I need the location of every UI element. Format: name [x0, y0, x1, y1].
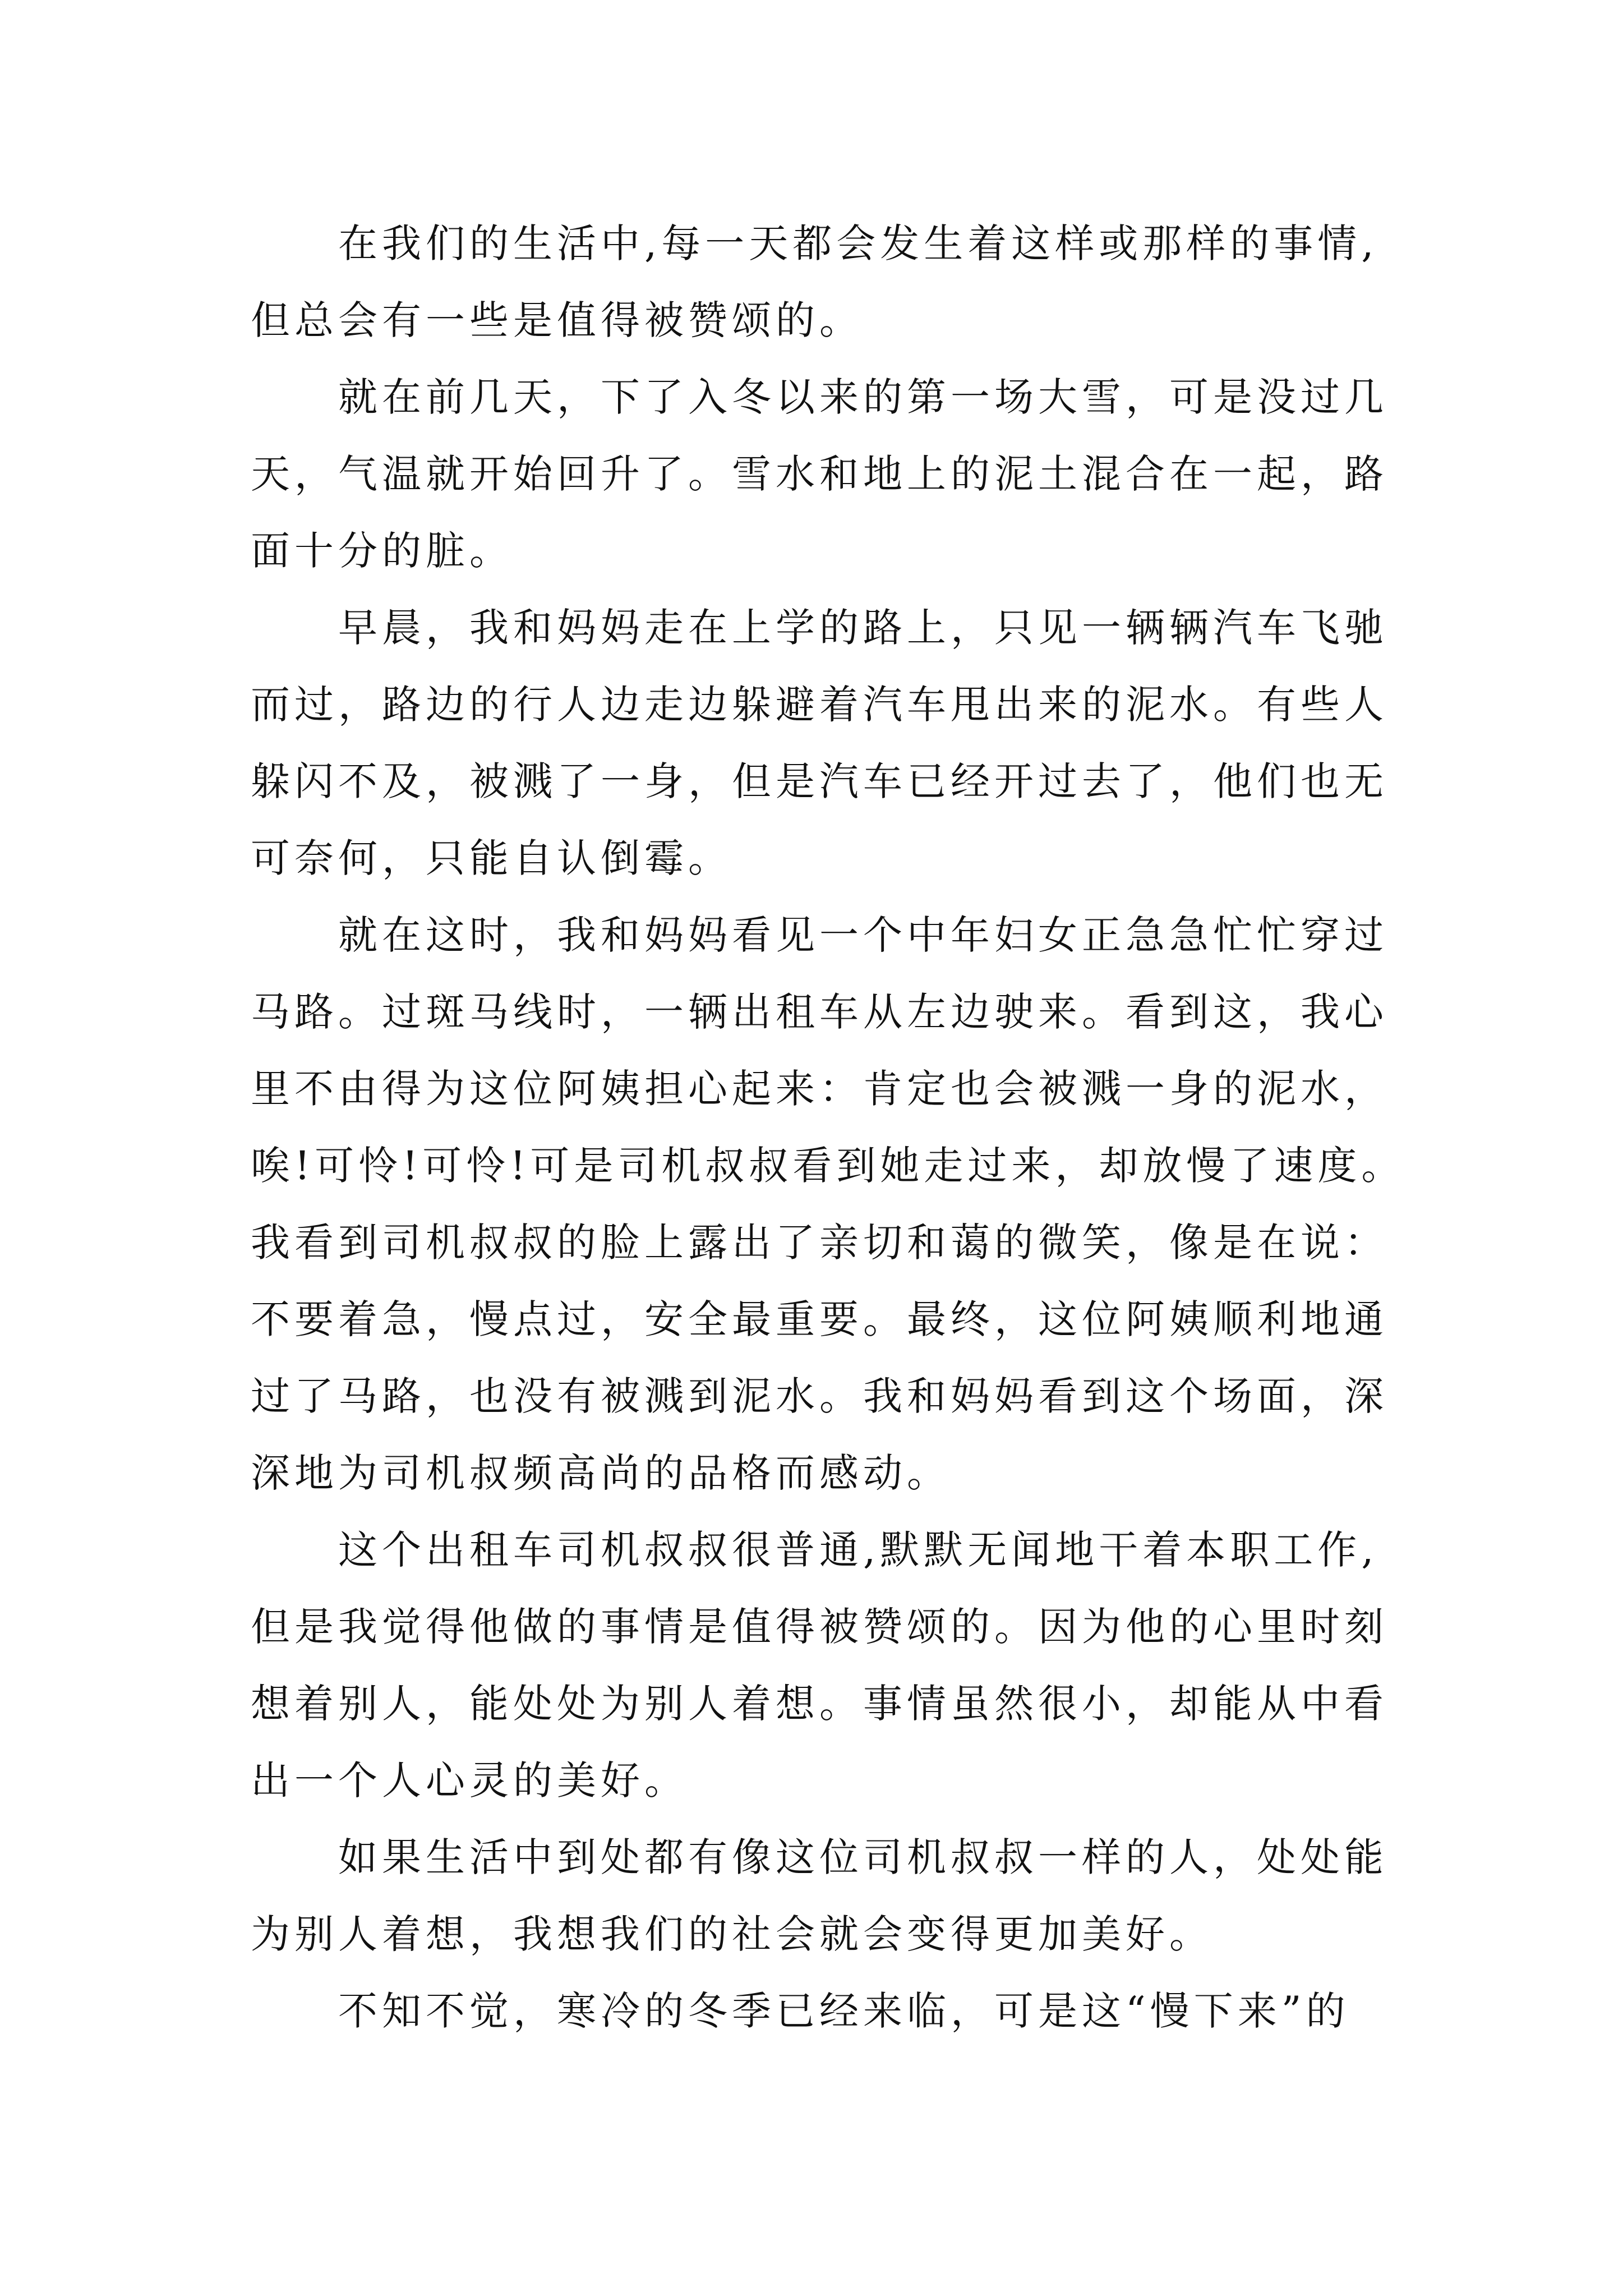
paragraph-6 [251, 1819, 1623, 1973]
paragraph-2 [251, 359, 1623, 590]
text-line: 躲闪不及，被溅了一身，但是汽车已经开过去了，他们也无 [251, 758, 1388, 804]
text-line: 想着别人，能处处为别人着想。事情虽然很小，却能从中看 [251, 1681, 1388, 1727]
text-line: 但总会有一些是值得被赞颂的。 [251, 297, 863, 343]
text-line: 不要着急，慢点过，安全最重要。最终，这位阿姨顺利地通 [251, 1296, 1388, 1342]
text-line: 可奈何，只能自认倒霉。 [251, 835, 732, 881]
paragraph-5 [251, 1512, 1623, 1819]
text-line: 如果生活中到处都有像这位司机叔叔一样的人，处处能 [338, 1834, 1388, 1880]
text-line: 唉!可怜!可怜!可是司机叔叔看到她走过来，却放慢了速度。 [251, 1143, 1405, 1189]
text-line: 就在前几天，下了入冬以来的第一场大雪，可是没过几 [338, 374, 1388, 420]
paragraph-1 [251, 205, 1623, 359]
text-line: 我看到司机叔叔的脸上露出了亲切和蔼的微笑，像是在说： [251, 1220, 1388, 1266]
text-line: 深地为司机叔频高尚的品格而感动。 [251, 1450, 951, 1496]
text-line: 过了马路，也没有被溅到泥水。我和妈妈看到这个场面，深 [251, 1373, 1388, 1419]
text-line: 就在这时，我和妈妈看见一个中年妇女正急急忙忙穿过 [338, 912, 1388, 958]
text-line: 为别人着想，我想我们的社会就会变得更加美好。 [251, 1911, 1213, 1957]
text-line: 天，气温就开始回升了。雪水和地上的泥土混合在一起，路 [251, 451, 1388, 497]
paragraph-3 [251, 590, 1623, 897]
text-line: 这个出租车司机叔叔很普通,默默无闻地干着本职工作, [338, 1527, 1378, 1573]
text-line: 面十分的脏。 [251, 528, 513, 574]
text-line: 马路。过斑马线时，一辆出租车从左边驶来。看到这，我心 [251, 989, 1388, 1035]
text-line: 不知不觉，寒冷的冬季已经来临，可是这“慢下来”的 [338, 1988, 1350, 2034]
text-line: 出一个人心灵的美好。 [251, 1757, 688, 1803]
text-line: 但是我觉得他做的事情是值得被赞颂的。因为他的心里时刻 [251, 1604, 1388, 1650]
paragraph-4 [251, 897, 1623, 1512]
text-line: 里不由得为这位阿姨担心起来：肯定也会被溅一身的泥水， [251, 1066, 1388, 1112]
text-line: 在我们的生活中,每一天都会发生着这样或那样的事情, [338, 220, 1378, 266]
text-line: 而过，路边的行人边走边躲避着汽车甩出来的泥水。有些人 [251, 682, 1388, 728]
paragraph-7 [251, 1973, 1623, 2050]
text-line: 早晨，我和妈妈走在上学的路上，只见一辆辆汽车飞驰 [338, 605, 1388, 651]
